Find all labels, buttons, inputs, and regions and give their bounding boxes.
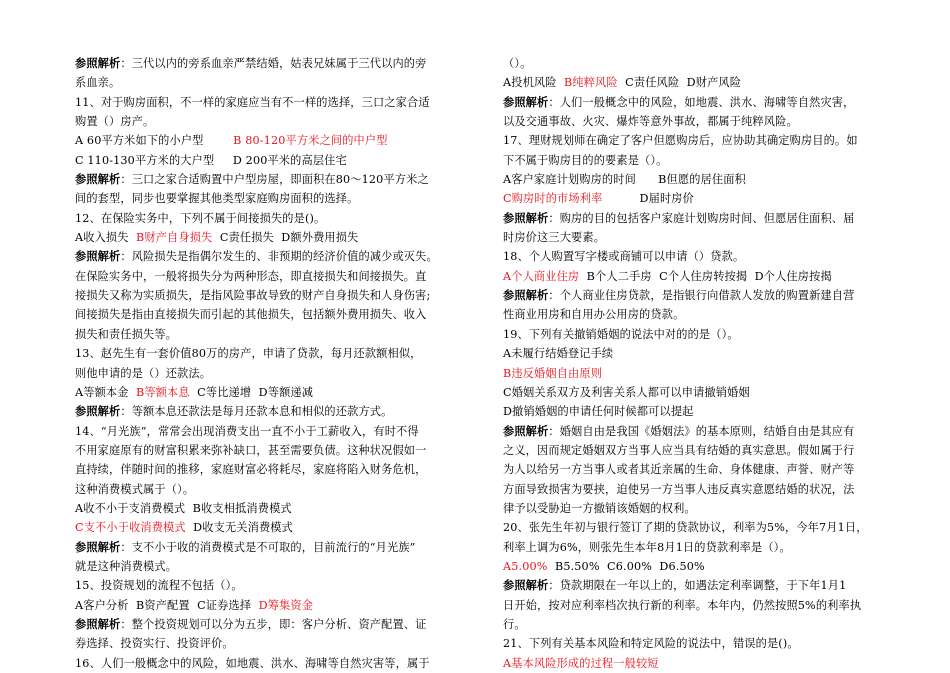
text-segment: A 60平方米如下的小户型 [75,134,204,148]
text-segment: ：人们一般概念中的风险，如地震、洪水、海啸等自然灾害， [548,95,855,109]
text-line [75,402,455,421]
correct-answer: A个人商业住房 [503,269,580,283]
text-line [75,247,455,266]
text-line [75,557,455,576]
text-line [503,325,883,344]
analysis-label: 参照解析 [503,210,549,225]
text-line [75,518,455,537]
text-segment: 以及交通事故、火灾、爆炸等意外事故，都属于纯粹风险。 [503,115,798,129]
text-line [503,402,883,421]
text-line [503,518,883,537]
text-segment: 17、理财规划师在确定了客户但愿购房后，应协助其确定购房目的。如 [503,134,858,148]
text-line [503,480,883,499]
text-segment: C等比递增 D等额递减 [189,385,314,399]
text-segment: C 110-130平方米的大户型 [75,153,215,167]
text-segment: ：婚姻自由是我国《婚姻法》的基本原则，结婚自由是其应有 [548,424,855,438]
text-line [75,112,455,131]
text-segment: C婚姻关系双方及利害关系人都可以申请撤销婚姻 [503,385,750,399]
text-line [503,54,883,73]
text-line [503,364,883,383]
left-column [75,54,455,673]
text-segment: 为人以给另一方当事人或者其近亲属的生命、身体健康、声誉、财产等 [503,463,855,477]
text-segment: A等额本金 [75,385,136,399]
text-segment: （）。 [503,57,532,70]
text-segment: A收不小于支消费模式 B收支相抵消费模式 [75,501,292,515]
correct-answer: A基本风险形成的过程一般较短 [503,656,659,670]
correct-answer: D筹集资金 [258,598,314,612]
text-segment: 这种消费模式属于（）。 [75,482,195,496]
analysis-label: 参照解析 [75,172,121,187]
text-line [503,267,883,286]
text-line [503,209,883,228]
text-line [75,499,455,518]
text-line [75,189,455,208]
text-line [75,93,455,112]
correct-answer: C支不小于收消费模式 [75,521,186,535]
text-line [503,112,883,131]
text-segment: 行。 [503,617,526,631]
analysis-label: 参照解析 [75,539,121,554]
text-line [75,383,455,402]
text-line [503,557,883,576]
text-segment: A未履行结婚登记手续 [503,347,614,361]
text-segment: 间接损失是指由直接损失而引起的其他损失，包括额外费用损失、收入 [75,308,427,322]
text-segment [214,154,233,167]
text-segment [204,134,234,147]
text-segment: ：风险损失是指偶尔发生的、非预期的经济价值的减少或灭失。 [120,250,438,264]
text-line [75,228,455,247]
text-line [503,615,883,634]
text-segment: 券选择、投资实行、投资评价。 [75,637,234,651]
text-line [503,131,883,150]
text-line [75,596,455,615]
text-line [503,441,883,460]
text-segment: 之义，因而规定婚姻双方当事人应当具有结婚的真实意思。假如属于行 [503,443,855,457]
text-segment: 利率上调为6%，则张先生本年8月1日的贷款利率是（）。 [503,540,791,554]
text-line [503,73,883,92]
text-segment: 间的套型，同步也要掌握其他类型家庭购房面积的选择。 [75,192,359,206]
text-segment: B5.50% C6.00% D6.50% [547,559,705,573]
correct-answer: B等额本息 [136,385,190,399]
text-line [503,93,883,112]
text-line [503,344,883,363]
text-line [503,228,883,247]
text-line [503,596,883,615]
analysis-label: 参照解析 [75,249,121,264]
text-line [75,460,455,479]
text-line [503,189,883,208]
text-line [75,305,455,324]
text-line [75,344,455,363]
text-segment: 20、张先生年初与银行签订了期的贷款协议，利率为5%，今年7月1日， [503,521,868,535]
right-column [503,54,883,673]
text-segment: ：三口之家合适购置中户型房屋，即面积在80～120平方米之 [120,173,429,187]
text-line [503,422,883,441]
text-segment: 性商业用房和自用办公用房的贷款。 [503,308,685,322]
text-line [75,422,455,441]
analysis-label: 参照解析 [75,616,121,631]
text-line [503,634,883,653]
text-line [75,441,455,460]
analysis-label: 参照解析 [503,288,549,303]
text-line [75,364,455,383]
text-segment: 律予以受胁迫一方撤销该婚姻的权利。 [503,501,696,515]
text-line [75,538,455,557]
text-segment: 日开始，按对应利率档次执行新的利率。本年内，仍然按照5%的利率执 [503,598,862,612]
text-segment: 损失和责任损失等。 [75,327,178,341]
text-line [75,131,455,150]
text-segment: 就是这种消费模式。 [75,559,178,573]
analysis-label: 参照解析 [503,578,549,593]
correct-answer: B 80-120平方米之间的中户型 [233,134,388,148]
text-segment: 21、下列有关基本风险和特定风险的说法中，错误的是()。 [503,637,799,651]
text-line [503,170,883,189]
text-segment: 16、人们一般概念中的风险，如地震、洪水、海啸等自然灾害等，属于 [75,656,430,670]
text-segment: 19、下列有关撤销婚姻的说法中对的的是（）。 [503,327,739,341]
text-line [503,538,883,557]
text-segment: 方面导致损害为要挟，迫使另一方当事人违反真实意愿结婚的状况，法 [503,482,855,496]
analysis-label: 参照解析 [503,94,549,109]
analysis-label: 参照解析 [503,423,549,438]
text-segment: ：三代以内的旁系血亲严禁结婚，姑表兄妹属于三代以内的旁 [120,57,427,70]
text-segment: 购置（）房产。 [75,115,155,129]
text-line [503,654,883,673]
text-segment: 18、个人购置写字楼或商铺可以申请（）贷款。 [503,250,745,264]
text-segment: 则他申请的是（）还款法。 [75,366,212,380]
correct-answer: A5.00% [503,559,548,573]
text-segment: 系血亲。 [75,76,121,90]
text-line [503,383,883,402]
text-segment: C责任风险 D财产风险 [617,76,742,90]
correct-answer: B纯粹风险 [564,76,618,90]
text-line [75,480,455,499]
text-segment: D 200平米的高层住宅 [232,153,347,167]
text-segment: ：贷款期限在一年以上的，如遇法定利率调整，于下年1月1 [548,579,847,593]
text-segment: 接损失又称为实质损失，是指风险事故导致的财产自身损失和人身伤害; [75,289,431,303]
text-line [503,576,883,595]
text-segment: A收入损失 [75,231,136,245]
correct-answer: C购房时的市场利率 [503,192,603,206]
text-line [75,576,455,595]
text-segment: ：个人商业住房贷款，是指银行向借款人发放的购置新建自营 [548,289,855,303]
text-segment: C责任损失 D额外费用损失 [212,231,359,245]
correct-answer: B财产自身损失 [136,231,213,245]
text-line [75,325,455,344]
text-line [503,247,883,266]
text-line [75,73,455,92]
text-line [75,634,455,653]
text-line [75,209,455,228]
text-line [503,460,883,479]
text-line [503,151,883,170]
text-segment: 直持续，伴随时间的推移，家庭财富必将耗尽，家庭将陷入财务危机， [75,463,427,477]
text-line [75,286,455,305]
text-line [503,286,883,305]
analysis-label: 参照解析 [75,56,121,70]
text-segment: 在保险实务中，一般将损失分为两种形态，即直接损失和间接损失。直 [75,269,427,283]
text-segment: A客户分析 B资产配置 C证券选择 [75,598,259,612]
text-segment: 12、在保险实务中，下列不属于间接损失的是()。 [75,211,326,225]
text-segment: 14、“月光族”，常常会出现消费支出一直不小于工薪收入，有时不得 [75,424,419,438]
text-segment: 不用家庭原有的财富积累来弥补缺口，甚至需要负债。这种状况假如一 [75,443,427,457]
text-line [75,654,455,673]
text-segment: ：支不小于收的消费模式是不可取的，目前流行的“月光族” [120,540,416,554]
analysis-label: 参照解析 [75,404,121,419]
text-segment: ：等额本息还款法是每月还款本息和相似的还款方式。 [120,405,393,419]
text-segment: D撤销婚姻的申请任何时候都可以提起 [503,405,694,419]
text-segment: 11、对于购房面积，不一样的家庭应当有不一样的选择，三口之家合适 [75,95,430,109]
text-segment: ：整个投资规划可以分为五步，即：客户分析、资产配置、证 [120,617,427,631]
text-segment: 下不属于购房目的的要素是（）。 [503,153,668,167]
text-line [75,615,455,634]
text-segment: B个人二手房 C个人住房转按揭 D个人住房按揭 [579,269,832,283]
text-line [75,267,455,286]
text-line [503,499,883,518]
text-line [503,305,883,324]
text-segment: D届时房价 [602,192,694,206]
text-segment: ：购房的目的包括客户家庭计划购房时间、但愿居住面积、届 [548,211,855,225]
text-segment: A客户家庭计划购房的时间 B但愿的居住面积 [503,173,746,187]
text-segment: 时房价这三大要素。 [503,231,606,245]
text-line [75,151,455,170]
text-segment: A投机风险 [503,76,564,90]
text-line [75,170,455,189]
text-line [75,54,455,73]
text-segment: D收支无关消费模式 [185,521,293,535]
correct-answer: B违反婚姻自由原则 [503,366,603,380]
text-segment: 15、投资规划的流程不包括（）。 [75,579,243,593]
text-segment: 13、赵先生有一套价值80万的房产，申请了贷款，每月还款额相似， [75,347,422,361]
